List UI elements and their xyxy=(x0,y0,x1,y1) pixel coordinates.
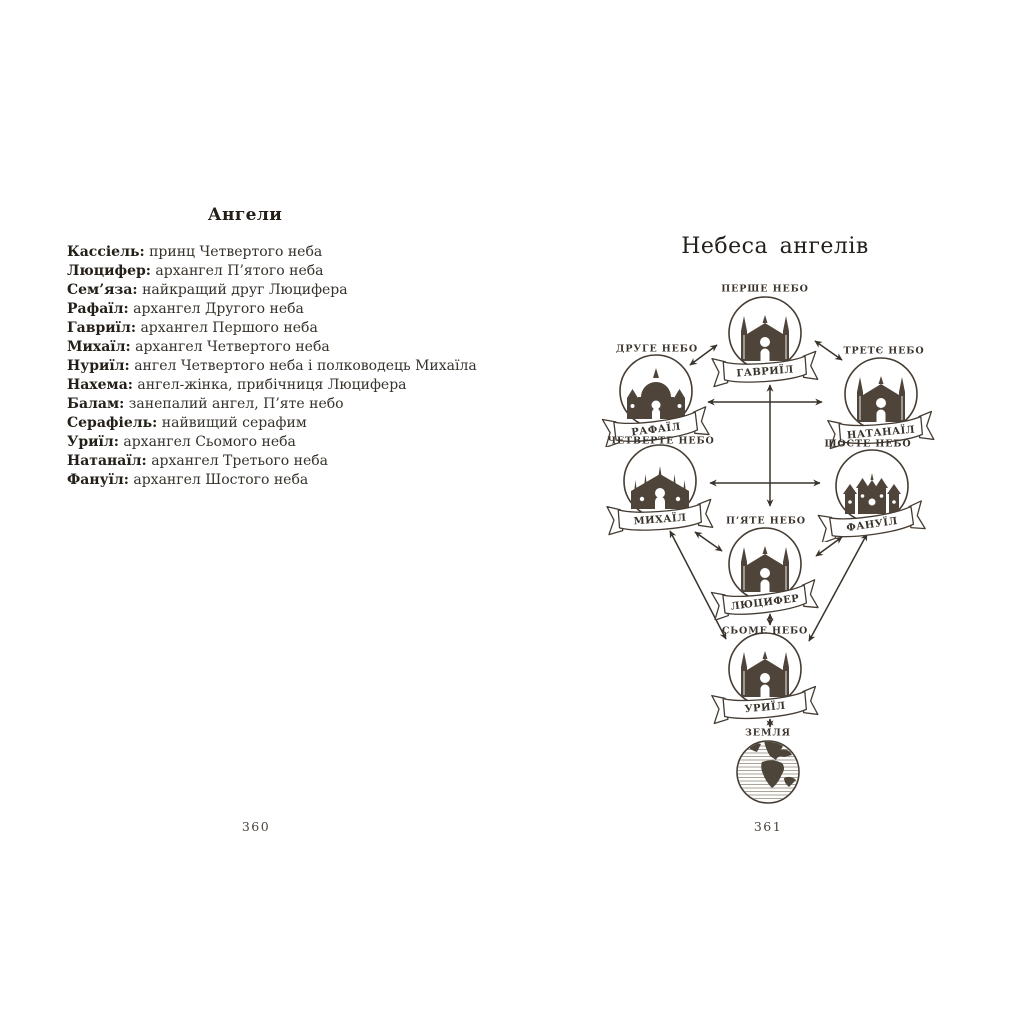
angel-name-label: ГАВРИЇЛ xyxy=(736,364,795,380)
heaven-label-sixth: ШОСТЕ НЕБО xyxy=(824,438,912,450)
right-page-title: Небеса ангелів xyxy=(681,234,869,259)
angel-name: Фануїл: xyxy=(67,472,129,488)
heaven-node-fanuil xyxy=(817,448,927,542)
page-number-left: 360 xyxy=(241,819,271,834)
angel-desc: архангел Третього неба xyxy=(151,453,329,469)
angel-name: Рафаїл: xyxy=(67,301,129,317)
angel-desc: архангел Шостого неба xyxy=(133,472,309,488)
heaven-label-seventh: СЬОМЕ НЕБО xyxy=(721,625,809,637)
angel-name: Михаїл: xyxy=(67,339,131,355)
angel-desc: ангел Четвертого неба і полководець Михаїла xyxy=(134,358,477,374)
angel-desc: архангел Другого неба xyxy=(133,301,304,317)
earth-globe xyxy=(728,732,808,812)
angel-desc: занепалий ангел, П’яте небо xyxy=(128,396,344,412)
angel-name: Нахема: xyxy=(67,377,133,393)
angel-name-label: РАФАЇЛ xyxy=(630,421,682,439)
heaven-node-gavriil xyxy=(710,295,820,389)
angel-name: Уриїл: xyxy=(67,434,119,450)
angel-name: Балам: xyxy=(67,396,125,412)
left-page-title: Ангели xyxy=(207,205,283,225)
angel-name: Сем’яза: xyxy=(67,282,138,298)
heaven-node-uriil xyxy=(710,631,820,725)
angel-name: Кассіель: xyxy=(67,244,145,260)
heaven-label-second: ДРУГЕ НЕБО xyxy=(615,343,699,355)
angel-desc: принц Четвертого неба xyxy=(149,244,323,260)
angel-name-label: ФАНУЇЛ xyxy=(845,515,899,535)
angel-desc: найкращий друг Люцифера xyxy=(142,282,348,298)
angel-desc: ангел-жінка, прибічниця Люцифера xyxy=(137,377,407,393)
angel-name-label: УРИЇЛ xyxy=(744,700,787,716)
angel-name: Натанаїл: xyxy=(67,453,147,469)
angel-name: Серафіель: xyxy=(67,415,158,431)
earth-label: ЗЕМЛЯ xyxy=(745,727,791,739)
heaven-node-rafail xyxy=(601,353,711,447)
angel-desc: архангел Першого неба xyxy=(140,320,318,336)
heaven-node-mykhail xyxy=(605,443,715,537)
angel-name-label: МИХАЇЛ xyxy=(633,512,687,528)
page-number-right: 361 xyxy=(753,819,783,834)
angel-name: Люцифер: xyxy=(67,263,151,279)
angel-name-label: НАТАНАЇЛ xyxy=(846,424,916,442)
angel-name-label: ЛЮЦИФЕР xyxy=(730,593,801,613)
heaven-node-natanail xyxy=(826,356,936,450)
heaven-label-fifth: П’ЯТЕ НЕБО xyxy=(726,515,806,527)
angel-desc: архангел Сьомого неба xyxy=(123,434,296,450)
angel-desc: архангел Четвертого неба xyxy=(135,339,330,355)
angel-name: Нуриїл: xyxy=(67,358,130,374)
heaven-node-lucifer xyxy=(710,526,820,620)
angel-name: Гавриїл: xyxy=(67,320,136,336)
heaven-label-first: ПЕРШЕ НЕБО xyxy=(721,283,809,295)
heaven-label-fourth: ЧЕТВЕРТЕ НЕБО xyxy=(607,435,715,447)
angel-desc: найвищий серафим xyxy=(161,415,307,431)
angel-desc: архангел П’ятого неба xyxy=(155,263,324,279)
heaven-label-third: ТРЕТЄ НЕБО xyxy=(843,345,925,357)
